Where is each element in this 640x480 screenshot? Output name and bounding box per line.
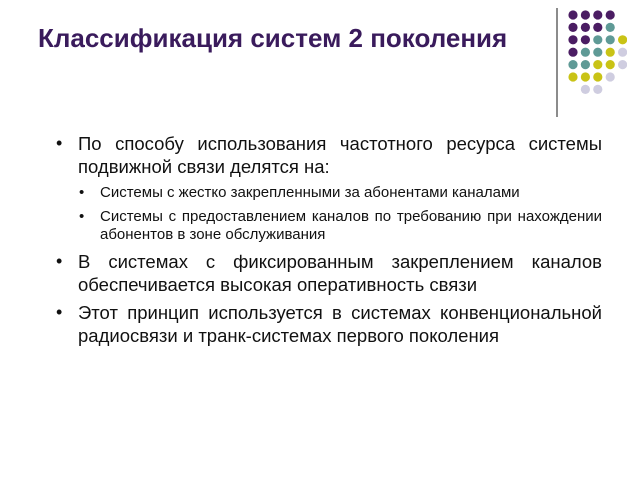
bullet-text: В системах с фиксированным закреплением каналов обеспечивается высокая оперативность связи: [78, 251, 602, 295]
sub-bullet-text: Системы с жестко закрепленными за абонентами каналами: [100, 184, 520, 201]
decor-dot: [593, 35, 602, 44]
sub-bullet-list: [56, 184, 602, 244]
decor-dot: [581, 35, 590, 44]
decor-dot: [618, 48, 627, 57]
decor-dot: [568, 23, 577, 32]
decor-dot: [593, 85, 602, 94]
decor-dot: [593, 10, 602, 19]
sub-bullet-item: [78, 208, 602, 244]
decor-dot: [606, 72, 615, 81]
decor-dot: [568, 48, 577, 57]
decor-dot: [568, 60, 577, 69]
decor-dot: [568, 10, 577, 19]
decor-dot: [581, 10, 590, 19]
decor-dot: [581, 72, 590, 81]
bullet-text: Этот принцип используется в системах конвенциональной радиосвязи и транк-системах первого поколения: [78, 302, 602, 346]
divider-vertical: [556, 8, 558, 117]
decor-dot: [606, 23, 615, 32]
sub-bullet-text: Системы с предоставлением каналов по требованию при нахождении абонентов в зоне обслуживания: [100, 208, 602, 243]
bullet-item: [56, 132, 602, 178]
decor-dot: [568, 72, 577, 81]
decor-dot: [606, 48, 615, 57]
decor-dot: [581, 48, 590, 57]
decor-dot: [606, 60, 615, 69]
bullet-item: [56, 301, 602, 347]
decor-dot: [593, 60, 602, 69]
decor-dot: [581, 85, 590, 94]
decor-dot: [581, 23, 590, 32]
dot-grid-decoration: [567, 9, 627, 109]
decor-dot: [581, 60, 590, 69]
bullet-text: По способу использования частотного ресурса системы подвижной связи делятся на:: [78, 133, 602, 177]
decor-dot: [593, 48, 602, 57]
decor-dot: [606, 10, 615, 19]
decor-dot: [593, 72, 602, 81]
sub-bullet-item: [78, 184, 602, 202]
decor-dot: [568, 35, 577, 44]
decor-dot: [618, 35, 627, 44]
decor-dot: [618, 60, 627, 69]
slide-body: [56, 132, 602, 352]
decor-dot: [593, 23, 602, 32]
slide-title: Классификация систем 2 поколения: [38, 23, 508, 53]
decor-dot: [606, 35, 615, 44]
bullet-item: [56, 250, 602, 296]
